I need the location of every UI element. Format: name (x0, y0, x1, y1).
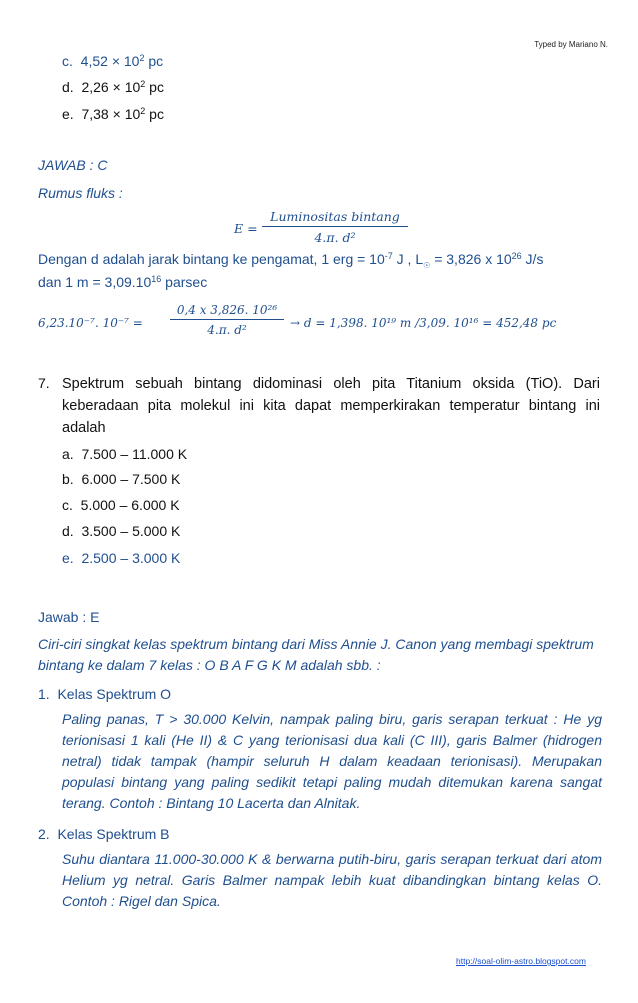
calc-numerator: 0,4 x 3,826. 10²⁶ (170, 303, 284, 320)
header-credit: Typed by Mariano N. (534, 40, 608, 49)
class-o-title: 1. Kelas Spektrum O (38, 686, 172, 702)
answer-6-label: JAWAB : C (38, 157, 108, 173)
question-7-text: Spektrum sebuah bintang didominasi oleh pita Titanium oksida (TiO). Dari keberadaan pita molekul ini kita dapat memperkirakan temperatur bintang ini adalah (62, 376, 600, 436)
calc-lhs: 6,23.10⁻⁷. 10⁻⁷ = (38, 316, 143, 330)
option-7b: b. 6.000 – 7.500 K (62, 471, 181, 487)
option-7d: d. 3.500 – 5.000 K (62, 523, 181, 539)
answer-7-intro: Ciri-ciri singkat kelas spektrum bintang dari Miss Annie J. Canon yang membagi spektrum bintang ke dalam 7 kelas : O B A F G K M adalah sbb. : (38, 636, 594, 673)
formula-intro: Rumus fluks : (38, 185, 123, 201)
class-b-title: 2. Kelas Spektrum B (38, 826, 170, 842)
option-c-prev: c. $4,52 \times 10^2$ pc (62, 53, 164, 69)
calc-denominator: 4.π. d² (207, 323, 247, 337)
class-o-description: Paling panas, T > 30.000 Kelvin, nampak paling biru, garis serapan terkuat : He yg terionisasi 1 kali (He II) & C yang terionisasi dua kali (C III), garis Balmer (hidrogen netral) tidak tampak (hampir seluruh H dalam keadaan terionisasi). Merupakan populasi bintang yang paling sedikit tetapi paling mudah ditemukan karena sangat terang. Contoh : Bintang 10 Lacerta dan Alnitak. (62, 711, 602, 811)
class-b-description: Suhu diantara 11.000-30.000 K & berwarna putih-biru, garis serapan terkuat dari atom Helium yg netral. Garis Balmer nampak lebih kuat dibandingkan bintang kelas O. Contoh : Rigel dan Spica. (62, 851, 602, 909)
option-e-prev: e. $7,38 \times 10^2$ pc (62, 106, 164, 122)
given-values-line1: Dengan d adalah jarak bintang ke pengamat, 1 erg = $10^{-7}$ J , $L_☉ = 3,826$ x $10^{26}$ J/s (38, 251, 544, 270)
flux-formula-fraction (262, 209, 408, 245)
option-7a: a. 7.500 – 11.000 K (62, 446, 188, 462)
flux-formula-numerator: Luminositas bintang (262, 209, 408, 227)
flux-formula-denominator: 4.π. d² (314, 230, 356, 245)
question-7-number: 7. (38, 375, 50, 391)
option-d-prev: d. $2,26 \times 10^2$ pc (62, 79, 164, 95)
answer-7-label: Jawab : E (38, 609, 100, 625)
calc-fraction (170, 303, 284, 337)
given-values-line2: dan 1 $m = 3,09.10^{16}$ parsec (38, 274, 208, 290)
flux-formula-lhs: E = (234, 221, 258, 236)
option-7c: c. 5.000 – 6.000 K (62, 497, 180, 513)
footer-url-link[interactable]: http://soal-olim-astro.blogspot.com (456, 956, 586, 966)
calc-result: → d = 1,398. 10¹⁹ m /3,09. 10¹⁶ = 452,48 pc (290, 316, 557, 330)
option-7e: e. 2.500 – 3.000 K (62, 550, 181, 566)
